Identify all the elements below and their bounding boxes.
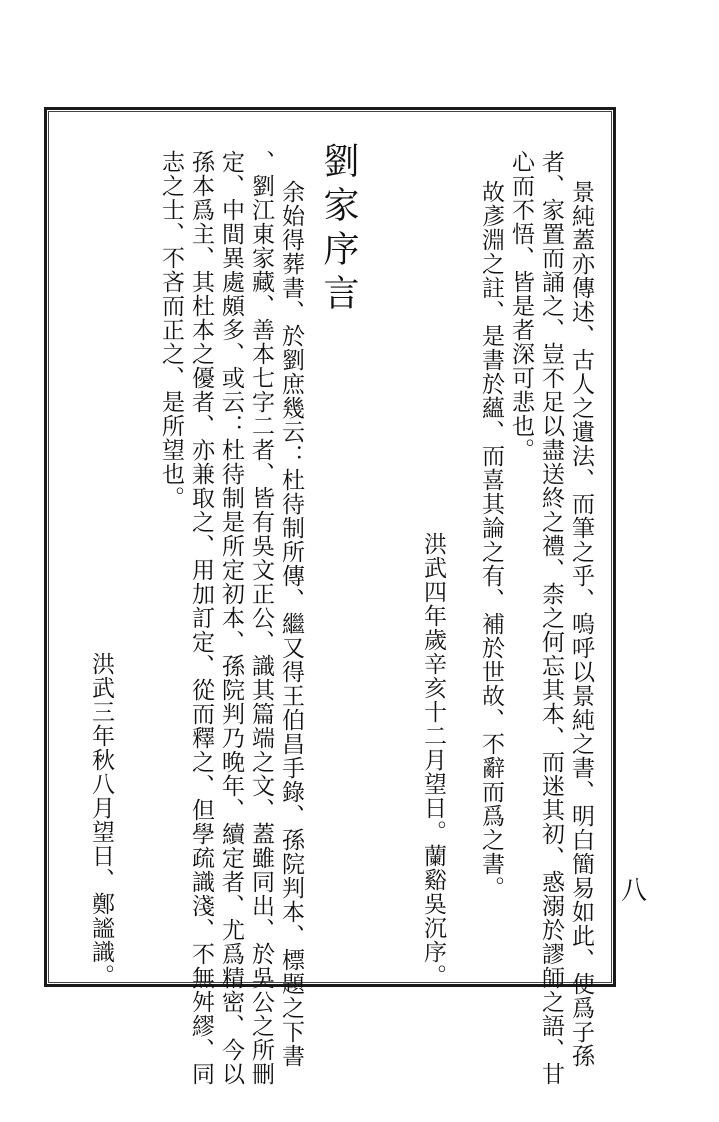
text-column: 者、家置而誦之、豈不足以盡送終之禮、柰之何忘其本、而迷其初、惑溺於謬師之語、甘 (538, 150, 564, 1086)
text-column: 景純蓋亦傳述、古人之遺法、而筆之乎、嗚呼以景純之書、明白簡易如此、使爲子孫 (568, 180, 594, 1068)
section-title: 劉家序言 (318, 142, 359, 318)
text-column: 故彥淵之註、是書於蘊、而喜其論之有、補於世故、不辭而爲之書。 (478, 180, 504, 900)
text-column: 、劉江東家藏、善本七字二者、皆有吳文正公、識其篇端之文、蓋雖同出、於吳公之所刪 (248, 150, 274, 1086)
text-column: 心而不悟、皆是者深可悲也。 (508, 150, 534, 462)
preface-signature: 洪武四年歲辛亥十二月望日。蘭谿吳沉序。 (420, 532, 446, 988)
page-number: 八 (621, 876, 648, 906)
text-column: 定、中間異處頗多、或云：杜待制是所定初本、孫院判乃晚年、續定者、尤爲精密、今以 (218, 150, 244, 1086)
text-column: 孫本爲主、其杜本之優者、亦兼取之、用加訂定、從而釋之、但學疏識淺、不無舛繆、同 (188, 150, 214, 1086)
text-column: 志之士、不吝而正之、是所望也。 (158, 150, 184, 510)
text-column: 余始得葬書、於劉庶幾云：杜待制所傳、繼又得王伯昌手錄、孫院判本、標題之下書 (278, 180, 304, 1068)
liu-preface-signature: 洪武三年秋八月望日、鄭謐識。 (88, 652, 114, 988)
